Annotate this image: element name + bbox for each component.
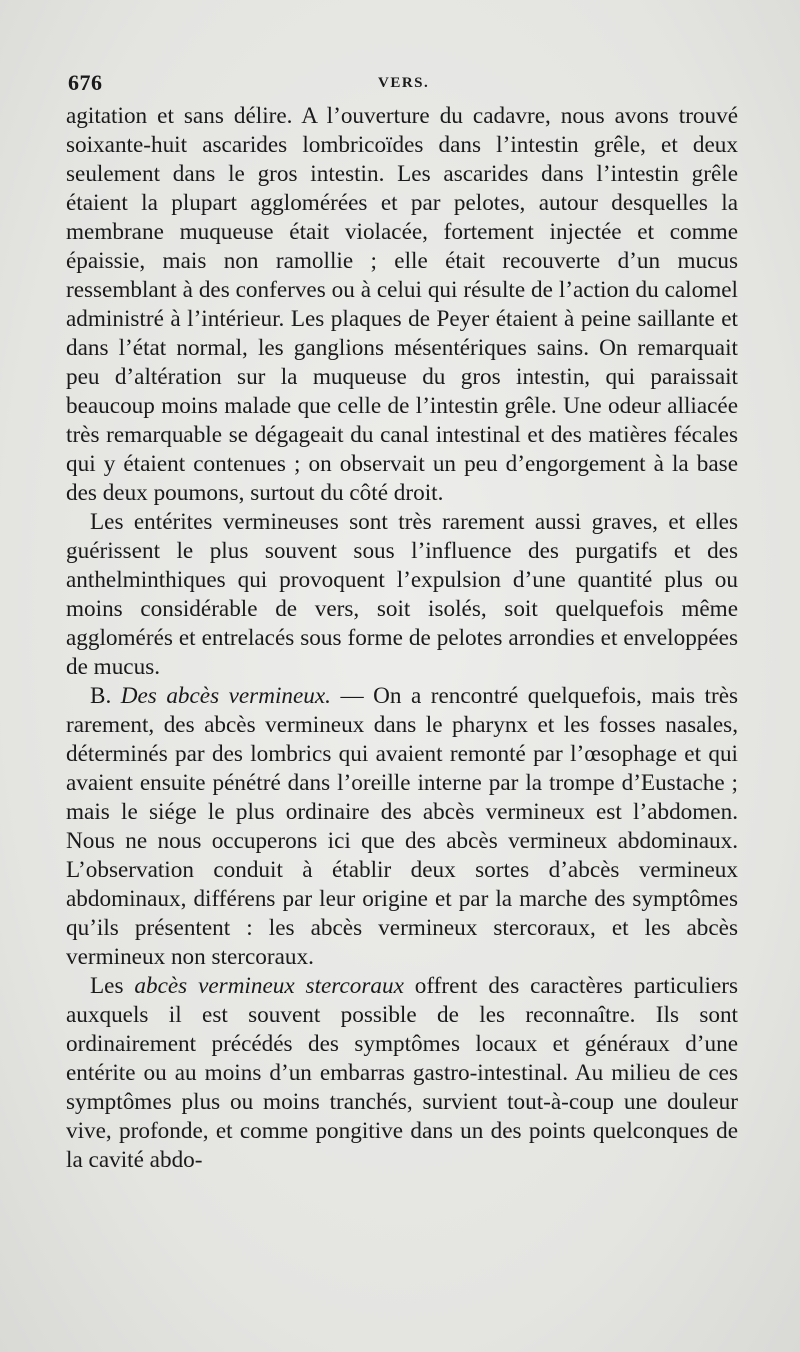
page-header (68, 70, 732, 100)
paragraph-4-lead: Les (90, 973, 135, 999)
paragraph-4-body: offrent des caractères particuliers auxquels il est souvent possible de les reconnaître. Ils sont ordinairement précédés des symptômes locaux et généraux d’une entérite ou au moins d’un embarras gastro-intestinal. Au milieu de ces symptômes plus ou moins tranchés, survient tout-à-coup une douleur vive, profonde, et comme pongitive dans un des points quelconques de la cavité abdo- (66, 973, 738, 1173)
paragraph-2: Les entérites vermineuses sont très rarement aussi graves, et elles guérissent le plus souvent sous l’influence des purgatifs et des anthelminthiques qui provoquent l’expulsion d’une quantité plus ou moins considérable de vers, soit isolés, soit quelquefois même agglomérés et entrelacés sous forme de pelotes arrondies et enveloppées de mucus. (66, 509, 738, 680)
body-text (66, 102, 738, 1175)
section-label: B. (90, 683, 121, 709)
paragraph-1: agitation et sans délire. A l’ouverture du cadavre, nous avons trouvé soixante-huit ascarides lombricoïdes dans l’intestin grêle, et deux seulement dans le gros intestin. Les ascarides dans l’intestin grêle étaient la plupart agglomérées et par pelotes, autour desquelles la membrane muqueuse était violacée, fortement injectée et comme épaissie, mais non ramollie ; elle était recouverte d’un mucus ressemblant à des conferves ou à celui qui résulte de l’action du calomel administré à l’intérieur. Les plaques de Peyer étaient à peine saillante et dans l’état normal, les ganglions mésentériques sains. On remarquait peu d’altération sur la muqueuse du gros intestin, qui paraissait beaucoup moins malade que celle de l’intestin grêle. Une odeur alliacée très remarquable se dégageait du canal intestinal et des matières fécales qui y étaient contenues ; on observait un peu d’engorgement à la base des deux poumons, surtout du côté droit. (66, 103, 738, 506)
page-number: 676 (68, 70, 103, 95)
running-head: VERS. (378, 75, 430, 91)
section-title: Des abcès vermineux. (120, 683, 331, 709)
paragraph-3 (66, 682, 738, 972)
paragraph-3-body: — On a rencontré quelquefois, mais très rarement, des abcès vermineux dans le pharynx et les fosses nasales, déterminés par des lombrics qui avaient remonté par l’œsophage et qui avaient ensuite pénétré dans l’oreille interne par la trompe d’Eustache ; mais le siége le plus ordinaire des abcès vermineux est l’abdomen. Nous ne nous occuperons ici que des abcès vermineux abdominaux. L’observation conduit à établir deux sortes d’abcès vermineux abdominaux, différens par leur origine et par la marche des symptômes qu’ils présentent : les abcès vermineux stercoraux, et les abcès vermineux non stercoraux. (66, 683, 739, 970)
paragraph-4 (66, 972, 738, 1175)
paragraph-4-italic-term: abcès vermineux stercoraux (134, 973, 404, 999)
